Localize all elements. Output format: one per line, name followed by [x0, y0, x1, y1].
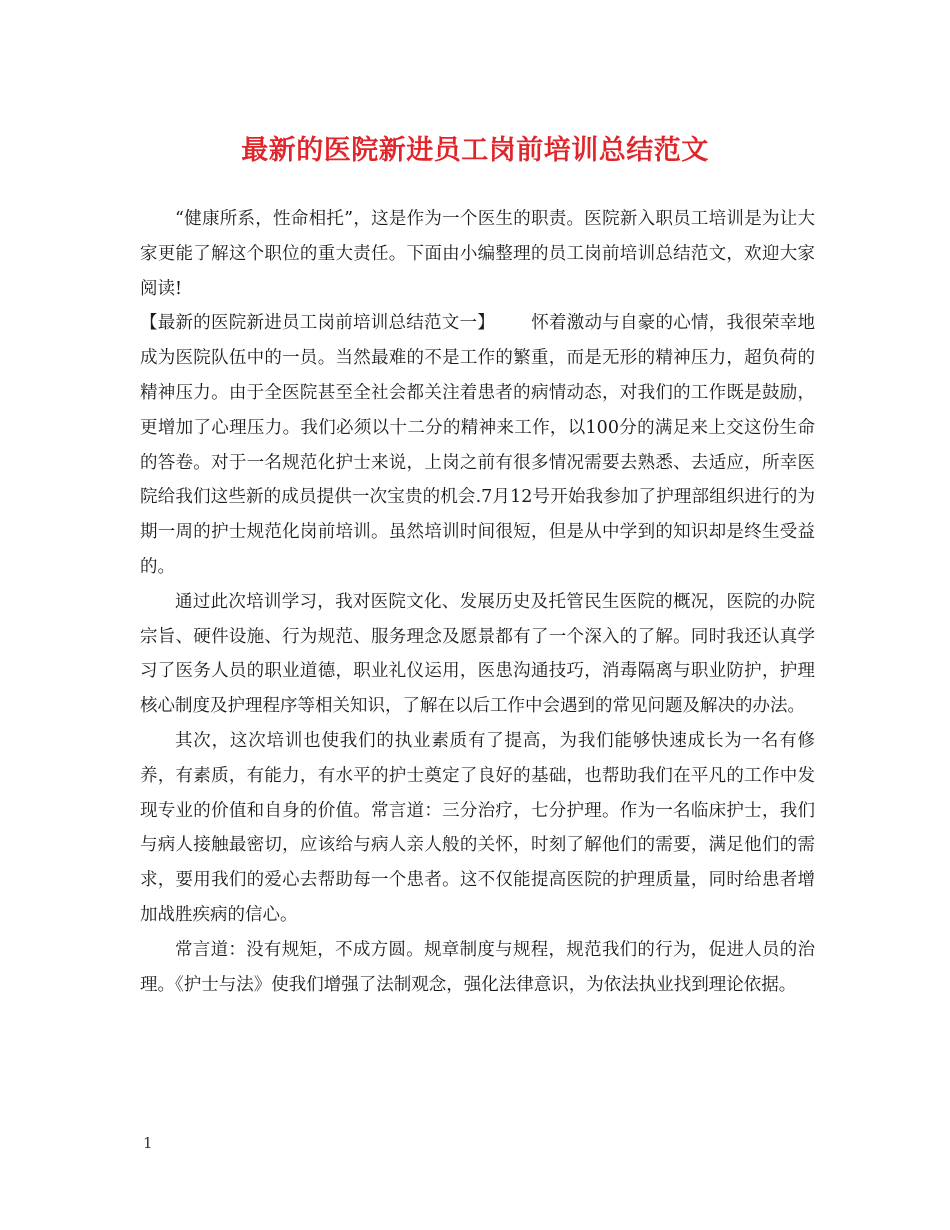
intro-paragraph: “健康所系，性命相托”，这是作为一个医生的职责。医院新入职员工培训是为让大家更能了解这个职位的重大责任。下面由小编整理的员工岗前培训总结范文，欢迎大家阅读! — [140, 209, 815, 299]
section-paragraph — [140, 306, 815, 584]
paragraph-4: 常言道：没有规矩，不成方圆。规章制度与规程，规范我们的行为，促进人员的治理。《护士与法》使我们增强了法制观念，强化法律意识，为依法执业找到理论依据。 — [140, 939, 815, 995]
section-heading: 【最新的医院新进员工岗前培训总结范文一】 — [140, 313, 495, 334]
paragraph-2: 通过此次培训学习，我对医院文化、发展历史及托管民生医院的概况，医院的办院宗旨、硬件设施、行为规范、服务理念及愿景都有了一个深入的了解。同时我还认真学习了医务人员的职业道德，职业礼仪运用，医患沟通技巧，消毒隔离与职业防护，护理核心制度及护理程序等相关知识，了解在以后工作中会遇到的常见问题及解决的办法。 — [140, 591, 815, 717]
section-first-text: 怀着激动与自豪的心情，我很荣幸地成为医院队伍中的一员。当然最难的不是工作的繁重，而是无形的精神压力，超负荷的精神压力。由于全医院甚至全社会都关注着患者的病情动态，对我们的工作既是鼓励，更增加了心理压力。我们必须以十二分的精神来工作，以100分的满足来上交这份生命的答卷。对于一名规范化护士来说，上岗之前有很多情况需要去熟悉、去适应，所幸医院给我们这些新的成员提供一次宝贵的机会.7月12号开始我参加了护理部组织进行的为期一周的护士规范化岗前培训。虽然培训时间很短，但是从中学到的知识却是终生受益的。 — [140, 313, 815, 577]
document-title: 最新的医院新进员工岗前培训总结范文 — [241, 135, 709, 166]
paragraph-3: 其次，这次培训也使我们的执业素质有了提高，为我们能够快速成长为一名有修养，有素质，有能力，有水平的护士奠定了良好的基础，也帮助我们在平凡的工作中发现专业的价值和自身的价值。常言道：三分治疗，七分护理。作为一名临床护士，我们与病人接触最密切，应该给与病人亲人般的关怀，时刻了解他们的需要，满足他们的需求，要用我们的爱心去帮助每一个患者。这不仅能提高医院的护理质量，同时给患者增加战胜疾病的信心。 — [140, 730, 815, 925]
document-body — [140, 202, 815, 1002]
page-number: 1 — [143, 1134, 153, 1152]
